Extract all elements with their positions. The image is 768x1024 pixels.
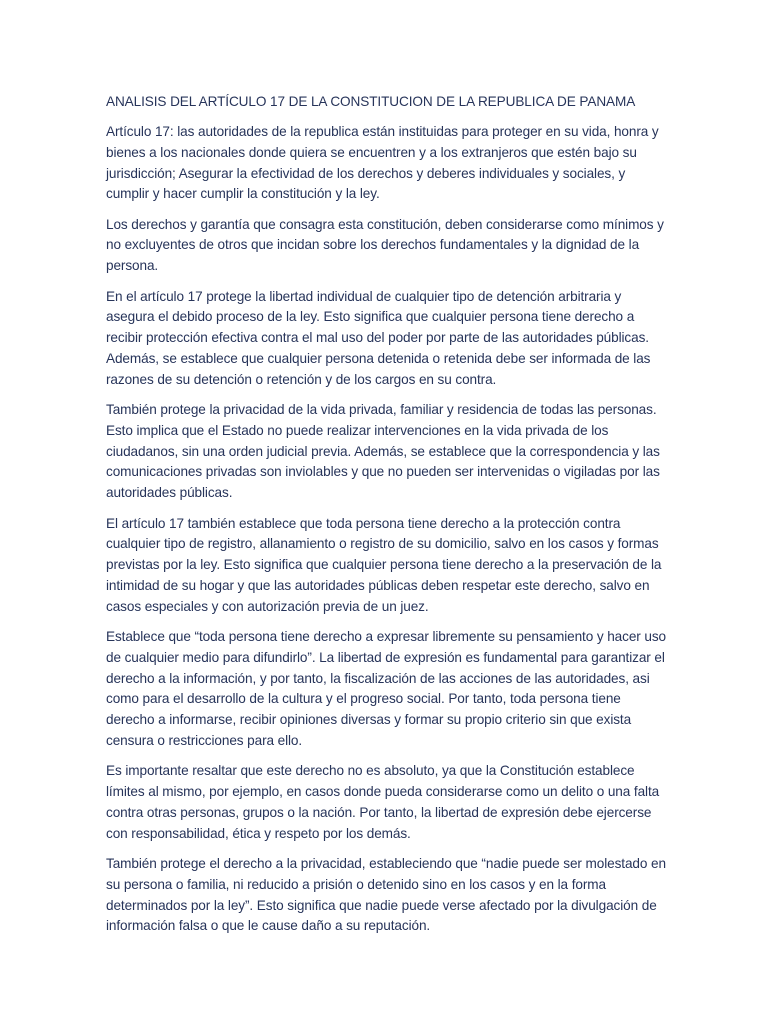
paragraph-expression-limits: Es importante resaltar que este derecho no es absoluto, ya que la Constitución establece límites al mismo, por ejemplo, en casos donde pueda considerarse como un delito o una falta contra otras personas, grupos o la nación. Por tanto, la libertad de expresión debe ejercerse con responsabilidad, ética y respeto por los demás. [106,763,660,841]
paragraph-freedom-of-expression: Establece que “toda persona tiene derecho a expresar libremente su pensamiento y hacer uso de cualquier medio para difundirlo”. La libertad de expresión es fundamental para garantizar el derecho a la información, y por tanto, la fiscalización de las acciones de las autoridades, asi como para el desarrollo de la cultura y el progreso social. Por tanto, toda persona tiene derecho a informarse, recibir opiniones diversas y formar su propio criterio sin que exista censura o restricciones para ello. [106,629,667,749]
paragraph-domicile-protection: El artículo 17 también establece que toda persona tiene derecho a la protección contra cualquier tipo de registro, allanamiento o registro de su domicilio, salvo en los casos y formas previstas por la ley. Esto significa que cualquier persona tiene derecho a la preservación de la intimidad de su hogar y que las autoridades públicas deben respetar este derecho, salvo en casos especiales y con autorización previa de un juez. [106,515,662,614]
paragraph-right-to-privacy: También protege el derecho a la privacidad, estableciendo que “nadie puede ser molestado en su persona o familia, ni reducido a prisión o detenido sino en los casos y en la forma determinados por la ley”. Esto significa que nadie puede verse afectado por la divulgación de información falsa o que le cause daño a su reputación. [106,856,666,934]
paragraph-rights-guarantees: Los derechos y garantía que consagra esta constitución, deben considerarse como mínimos y no excluyentes de otros que incidan sobre los derechos fundamentales y la dignidad de la persona. [106,216,664,274]
paragraph-privacy-protection: También protege la privacidad de la vida privada, familiar y residencia de todas las personas. Esto implica que el Estado no puede realizar intervenciones en la vida privada de los ciudadanos, sin una orden judicial previa. Además, se establece que la correspondencia y las comunicaciones privadas son inviolables y que no pueden ser intervenidas o vigiladas por las autoridades públicas. [106,402,660,501]
paragraph-individual-liberty: En el artículo 17 protege la libertad individual de cualquier tipo de detención arbitraria y asegura el debido proceso de la ley. Esto significa que cualquier persona tiene derecho a recibir protección efectiva contra el mal uso del poder por parte de las autoridades públicas. Además, se establece que cualquier persona detenida o retenida debe ser informada de las razones de su detención o retención y de los cargos en su contra. [106,288,651,387]
paragraph-article-17-text: Artículo 17: las autoridades de la republica están instituidas para proteger en su vida, honra y bienes a los nacionales donde quiera se encuentren y a los extranjeros que estén bajo su jurisdicción; Asegurar la efectividad de los derechos y deberes individuales y sociales, y cumplir y hacer cumplir la constitución y la ley. [106,124,659,202]
document-title: ANALISIS DEL ARTÍCULO 17 DE LA CONSTITUCION DE LA REPUBLICA DE PANAMA [106,94,636,109]
